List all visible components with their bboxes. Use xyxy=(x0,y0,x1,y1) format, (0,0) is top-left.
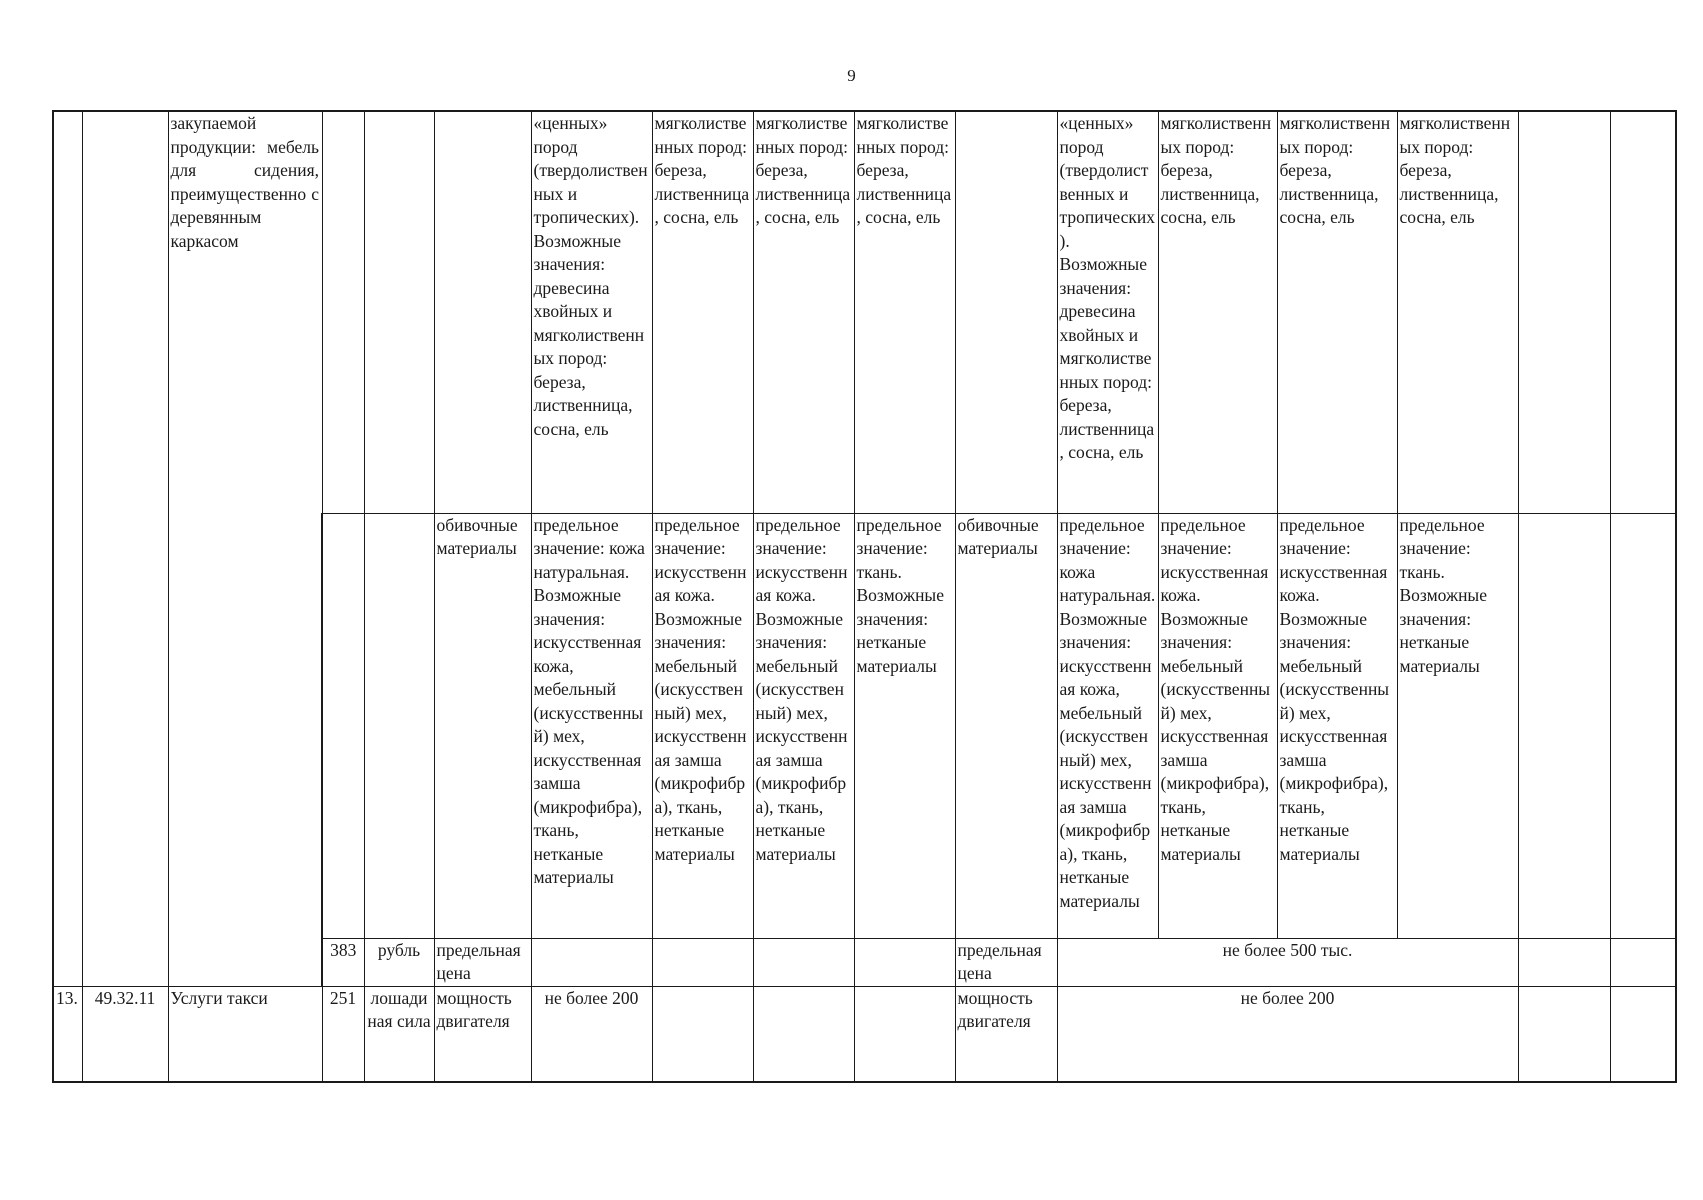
requirements-table xyxy=(52,110,1677,1083)
requirement-value-cell: предельное значение: кожа натуральная. Возможные значения: искусственная кожа, мебельный (искусственный) мех, искусственная замша (микрофибра), ткань, нетканые материалы xyxy=(531,513,652,938)
number-cell xyxy=(53,111,82,986)
approved-group-1-cell: предельное значение: искусственная кожа. Возможные значения: мебельный (искусственный) мех, искусственная замша (микрофибра), ткань, нетканые материалы xyxy=(1158,513,1277,938)
requirement-value-cell: «ценных» пород (твердолиственных и тропических). Возможные значения: древесина хвойных и мягколиственных пород: береза, лиственница, сосна, ель xyxy=(531,111,652,513)
okei-code-cell: 383 xyxy=(322,938,364,986)
approved-group-2-cell: мягколиственных пород: береза, лиственница, сосна, ель xyxy=(1277,111,1397,513)
justification-cell xyxy=(1518,111,1610,513)
unit-cell: рубль xyxy=(364,938,434,986)
group-1-value-cell: предельное значение: искусственная кожа. Возможные значения: мебельный (искусственный) мех, искусственная замша (микрофибра), ткань, нетканые материалы xyxy=(652,513,753,938)
group-1-value-cell xyxy=(652,938,753,986)
group-2-value-cell xyxy=(753,986,854,1082)
approved-group-2-cell: предельное значение: искусственная кожа. Возможные значения: мебельный (искусственный) мех, искусственная замша (микрофибра), ткань, нетканые материалы xyxy=(1277,513,1397,938)
number-cell: 13. xyxy=(53,986,82,1082)
approved-characteristic-cell: предельная цена xyxy=(955,938,1057,986)
functional-purpose-cell xyxy=(1610,513,1676,938)
okei-code-cell xyxy=(322,111,364,513)
item-name-cell: Услуги такси xyxy=(168,986,322,1082)
table-row-wood xyxy=(53,111,1676,513)
functional-purpose-cell xyxy=(1610,111,1676,513)
approved-value-cell: предельное значение: кожа натуральная. Возможные значения: искусственная кожа, мебельный (искусственный) мех, искусственная замша (микрофибра), ткань, нетканые материалы xyxy=(1057,513,1158,938)
group-2-value-cell xyxy=(753,938,854,986)
approved-group-1-cell: мягколиственных пород: береза, лиственница, сосна, ель xyxy=(1158,111,1277,513)
unit-cell xyxy=(364,513,434,938)
approved-characteristic-cell xyxy=(955,111,1057,513)
requirement-value-cell: не более 200 xyxy=(531,986,652,1082)
group-1-value-cell xyxy=(652,986,753,1082)
okpd2-cell xyxy=(82,111,168,986)
characteristic-cell xyxy=(434,111,531,513)
okpd2-cell: 49.32.11 xyxy=(82,986,168,1082)
approved-value-cell: не более 500 тыс. xyxy=(1057,938,1518,986)
unit-cell: лошадиная сила xyxy=(364,986,434,1082)
requirement-value-cell xyxy=(531,938,652,986)
group-1-value-cell: мягколиственных пород: береза, лиственница, сосна, ель xyxy=(652,111,753,513)
group-2-value-cell: мягколиственных пород: береза, лиственница, сосна, ель xyxy=(753,111,854,513)
functional-purpose-cell xyxy=(1610,986,1676,1082)
approved-group-3-cell: предельное значение: ткань. Возможные значения: нетканые материалы xyxy=(1397,513,1518,938)
group-3-value-cell xyxy=(854,986,955,1082)
approved-characteristic-cell: обивочные материалы xyxy=(955,513,1057,938)
group-3-value-cell xyxy=(854,938,955,986)
justification-cell xyxy=(1518,986,1610,1082)
group-2-value-cell: предельное значение: искусственная кожа. Возможные значения: мебельный (искусственный) мех, искусственная замша (микрофибра), ткань, нетканые материалы xyxy=(753,513,854,938)
functional-purpose-cell xyxy=(1610,938,1676,986)
approved-characteristic-cell: мощность двигателя xyxy=(955,986,1057,1082)
okei-code-cell: 251 xyxy=(322,986,364,1082)
justification-cell xyxy=(1518,938,1610,986)
justification-cell xyxy=(1518,513,1610,938)
page-number: 9 xyxy=(847,66,856,85)
item-name-cell: закупаемой продукции: мебель для сидения, преимущественно с деревянным каркасом xyxy=(168,111,322,986)
group-3-value-cell: предельное значение: ткань. Возможные значения: нетканые материалы xyxy=(854,513,955,938)
characteristic-cell: обивочные материалы xyxy=(434,513,531,938)
approved-group-3-cell: мягколиственных пород: береза, лиственница, сосна, ель xyxy=(1397,111,1518,513)
unit-cell xyxy=(364,111,434,513)
table-row-taxi xyxy=(53,986,1676,1082)
approved-value-cell: «ценных» пород (твердолиственных и тропических). Возможные значения: древесина хвойных и мягколиственных пород: береза, лиственница, сосна, ель xyxy=(1057,111,1158,513)
characteristic-cell: мощность двигателя xyxy=(434,986,531,1082)
group-3-value-cell: мягколиственных пород: береза, лиственница, сосна, ель xyxy=(854,111,955,513)
characteristic-cell: предельная цена xyxy=(434,938,531,986)
okei-code-cell xyxy=(322,513,364,938)
approved-value-cell: не более 200 xyxy=(1057,986,1518,1082)
